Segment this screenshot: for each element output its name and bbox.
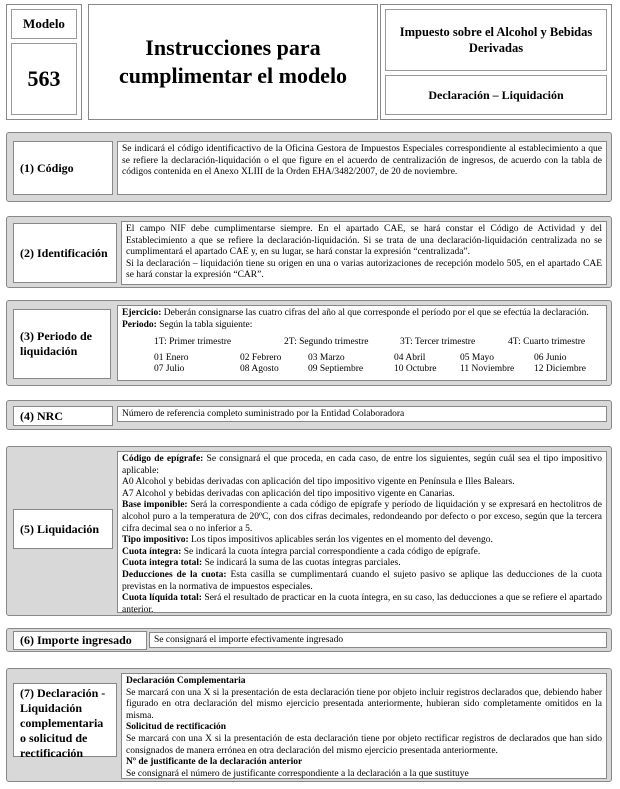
mes-item: 04 Abril: [394, 352, 426, 363]
mes-item: 12 Diciembre: [534, 364, 586, 375]
trimestre-item: 3T: Tercer trimestre: [400, 337, 476, 348]
deducciones-line: [122, 570, 602, 593]
modelo-number: 563: [11, 43, 77, 115]
section-label: (7) Declaración - Liquidación complementaria o solicitud de rectificación: [13, 683, 117, 757]
section-content: [117, 305, 607, 381]
cuota-text: Se indicará la cuota íntegra parcial correspondiente a cada código de epígrafe.: [181, 546, 481, 557]
section-content: [121, 673, 607, 779]
epigrafe-text: Se consignará el que proceda, en cada caso, de entre los siguientes, según cuál sea el tipo impositivo aplicable:: [122, 454, 603, 476]
cuota-line: [122, 547, 602, 559]
mes-item: 05 Mayo: [460, 352, 495, 363]
tax-box: [380, 4, 612, 120]
trimestre-item: 2T: Segundo trimestre: [284, 337, 369, 348]
mes-item: 08 Agosto: [240, 364, 279, 375]
mes-item: 09 Septiembre: [308, 364, 364, 375]
tax-title: Impuesto sobre el Alcohol y Bebidas Derivadas: [385, 9, 607, 71]
section-importe: [6, 628, 612, 652]
section-label: (5) Liquidación: [13, 509, 113, 549]
justificante-text: Se consignará el número de justificante correspondiente a la declaración a la que sustituye: [126, 768, 469, 779]
tipo-label: Tipo impositivo:: [122, 535, 189, 546]
mes-item: 06 Junio: [534, 352, 567, 363]
section-label: (1) Código: [13, 141, 113, 195]
tipo-line: [122, 535, 602, 547]
document-header: [6, 4, 612, 120]
ejercicio-label: Ejercicio:: [122, 308, 162, 318]
section-content: [149, 632, 607, 648]
epigrafe-a7: A7 Alcohol y bebidas derivadas con aplicación del tipo impositivo vigente en Canarias.: [122, 488, 455, 499]
deducciones-label: Deducciones de la cuota:: [122, 569, 227, 580]
mes-item: 11 Noviembre: [460, 364, 515, 375]
trimestre-item: 1T: Primer trimestre: [154, 337, 232, 348]
deducciones-text: Esta casilla se cumplimentará cuando el sujeto pasivo se aplique las deducciones de la cuota previstas en la normativa de impuestos especiales.: [122, 569, 602, 592]
base-label: Base imponible:: [122, 500, 188, 511]
ejercicio-text: Deberán consignarse las cuatro cifras del año al que corresponde el período por el que se efectúa la declaración.: [161, 308, 589, 318]
section-codigo: [6, 132, 612, 202]
section-content: [121, 221, 607, 285]
trimestres-row: [122, 337, 602, 349]
cuota-total-label: Cuota integra total:: [122, 558, 203, 569]
base-line: [122, 500, 602, 535]
section-content: [117, 141, 607, 195]
modelo-label: Modelo: [11, 9, 77, 39]
mes-item: 07 Julio: [154, 364, 185, 375]
modelo-box: [6, 4, 82, 120]
ejercicio-line: [122, 308, 602, 320]
identificacion-p1: El campo NIF debe cumplimentarse siempre. En el apartado CAE, se hará constar el Código de Actividad y del Establecimiento a que se refiere la declaración-liquidación. Si se trata de una declaración-liquidación centralizada no se cumplimentará el apartado CAE y, en su lugar, se hará constar la expresión “centralizada”.: [126, 224, 602, 258]
liquida-line: [122, 593, 602, 616]
codigo-text: Se indicará el código identificactivo de la Oficina Gestora de Impuestos Especiales correspondiente al establecimiento a que se refiere la declaración-liquidación o el que figure en el acuerdo de centralización de ingresos, de acuerdo con la tabla de códigos contenida en el Anexo XLIII de la Orden EHA/3482/2007, de 20 de noviembre.: [122, 144, 602, 178]
identificacion-p2: Si la declaración – liquidación tiene su origen en una o varias autorizaciones de recepción modelo 505, en el apartado CAE se hará constar la expresión “CAR”.: [126, 258, 602, 281]
section-declaracion: [6, 668, 612, 782]
section-periodo: [6, 300, 612, 386]
document-subtitle: Declaración – Liquidación: [385, 75, 607, 115]
mes-item: 10 Octubre: [394, 364, 437, 375]
section-label: (2) Identificación: [13, 223, 117, 283]
section-label: (6) Importe ingresado: [13, 631, 147, 650]
periodo-text: Según la tabla siguiente:: [156, 319, 253, 330]
cuota-total-line: [122, 558, 602, 570]
base-text: Será la correspondiente a cada código de epígrafe y período de liquidación y se expresará en hectolitros de alcohol puro a la temperatura de 20ºC, con dos cifras decimales, redondeando por defecto o por exceso, según que la tercera cifra decimal sea o no inferior a 5.: [122, 500, 603, 534]
meses-grid: [122, 353, 602, 376]
section-liquidacion: [6, 446, 612, 616]
document-title: Instrucciones para cumplimentar el modelo: [88, 4, 378, 120]
periodo-label: Periodo:: [122, 319, 157, 330]
trimestre-item: 4T: Cuarto trimestre: [508, 337, 586, 348]
periodo-line: [122, 320, 602, 332]
rectificacion-label: Solicitud de rectificación: [126, 722, 227, 733]
mes-item: 01 Enero: [154, 352, 189, 363]
epigrafe-line: [122, 454, 602, 477]
cuota-label: Cuota íntegra:: [122, 546, 182, 557]
section-label: (4) NRC: [13, 406, 113, 426]
mes-item: 02 Febrero: [240, 352, 282, 363]
liquida-text: Será el resultado de practicar en la cuota íntegra, en su caso, las deducciones a que se refiere el apartado anterior.: [122, 593, 602, 615]
tipo-text: Los tipos impositivos aplicables serán los vigentes en el momento del devengo.: [188, 535, 493, 546]
section-content: [117, 406, 607, 422]
justificante-label: Nº de justificante de la declaración anterior: [126, 757, 303, 768]
complementaria-text: Se marcará con una X si la presentación de esta declaración tiene por objeto incluir registros declarados que, debiendo haber figurado en otra declaración del mismo ejercicio presentada anteriormente, hubieran sido completamente omitidos en la misma.: [126, 687, 602, 721]
section-content: [117, 451, 607, 613]
epigrafe-a0: A0 Alcohol y bebidas derivadas con aplicación del tipo impositivo vigente en Península e Illes Balears.: [122, 477, 515, 488]
rectificacion-text: Se marcará con una X si la presentación de esta declaración tiene por objeto rectificar registros de declarados que han sido consignados de manera errónea en otra declaración del mismo ejercicio presentada anteriormente.: [126, 733, 602, 756]
cuota-total-text: Se indicará la suma de las cuotas íntegras parciales.: [202, 558, 401, 569]
importe-text: Se consignará el importe efectivamente ingresado: [154, 635, 344, 645]
section-label: (3) Periodo de liquidación: [13, 309, 111, 379]
liquida-label: Cuota líquida total:: [122, 593, 202, 604]
mes-item: 03 Marzo: [308, 352, 345, 363]
nrc-text: Número de referencia completo suministrado por la Entidad Colaboradora: [122, 409, 405, 419]
complementaria-label: Declaración Complementaria: [126, 676, 246, 686]
epigrafe-label: Código de epígrafe:: [122, 454, 204, 464]
section-nrc: [6, 400, 612, 430]
section-identificacion: [6, 216, 612, 288]
